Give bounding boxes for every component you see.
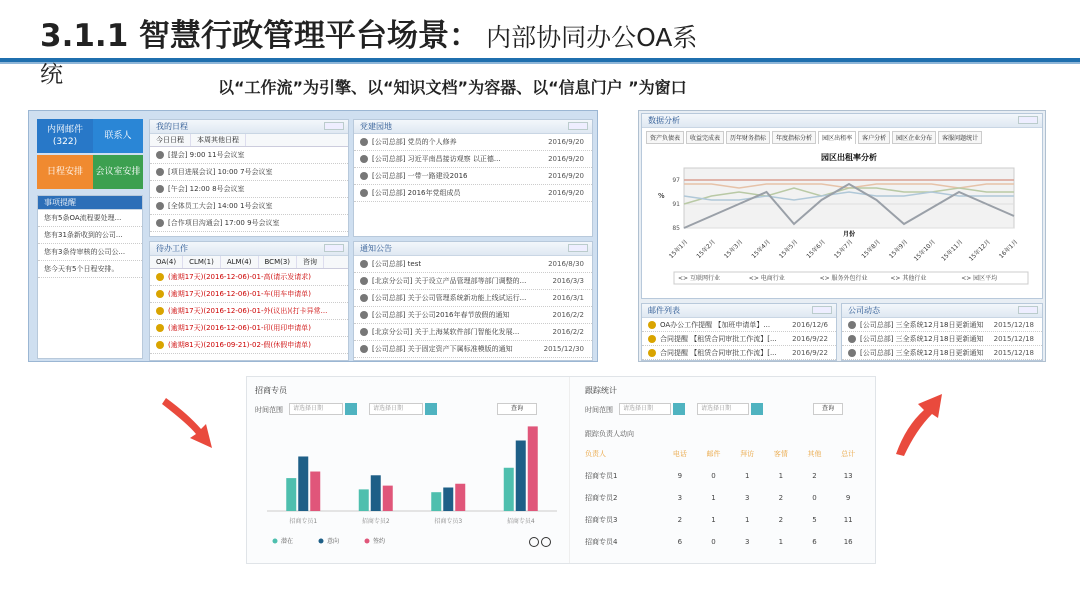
plot-area (684, 168, 1014, 228)
table-header: 总计 (841, 450, 856, 458)
calendar-icon (156, 219, 164, 227)
globe-icon (360, 294, 368, 302)
list-item[interactable]: 您有31条新收到的公司... (38, 227, 142, 244)
list-item[interactable]: 合同提醒 【租赁合同审批工作流】[... (660, 349, 777, 357)
table-header: 邮件 (706, 450, 721, 458)
table-cell: 1 (711, 516, 716, 524)
party-box (353, 119, 593, 237)
table-header: 电话 (672, 450, 687, 458)
mail-box (641, 303, 837, 361)
x-tick-label: 15年4月 (750, 238, 772, 260)
legend-item[interactable]: 签约 (373, 538, 386, 545)
table-cell: 6 (812, 538, 817, 546)
bar[interactable] (383, 486, 393, 511)
legend-item[interactable]: 潜在 (281, 538, 294, 545)
legend-item[interactable]: <> 园区平均 (961, 275, 998, 282)
tab-oa[interactable]: OA(4) (150, 256, 183, 268)
bar[interactable] (310, 472, 320, 511)
analysis-tab[interactable]: 年度指标分析 (772, 131, 816, 144)
time-range-label: 时间范围 (255, 406, 283, 414)
x-tick-label: 15年1月 (667, 238, 690, 260)
prev-icon[interactable] (529, 537, 539, 547)
calendar-icon[interactable] (751, 403, 763, 415)
tab-consult[interactable]: 咨询 (297, 256, 324, 268)
analysis-screenshot (638, 110, 1046, 362)
y-tick-label: 97 (672, 177, 680, 184)
table-cell: 1 (778, 472, 784, 480)
list-item[interactable]: [公司总部] 党员的个人修养 (372, 138, 457, 146)
more-button[interactable] (568, 244, 588, 252)
legend-item[interactable]: <> 其他行业 (890, 275, 927, 282)
bar[interactable] (431, 492, 441, 511)
line-chart (642, 148, 1042, 298)
reminder-title: 事项提醒 (38, 196, 142, 210)
table-row (585, 509, 865, 531)
notice-box (353, 241, 593, 361)
todo-box (149, 241, 349, 361)
list-item[interactable]: [提会] 9:00 11号会议室 (168, 151, 245, 159)
bar[interactable] (528, 426, 538, 511)
date: 2015/12/18 (993, 321, 1034, 329)
party-title: 党建园地 (360, 122, 392, 131)
query-button[interactable]: 查询 (497, 403, 537, 415)
table-cell: 11 (843, 516, 853, 524)
table-cell: 9 (845, 494, 851, 502)
date: 2016/8/30 (548, 260, 584, 268)
analysis-tab[interactable]: 客户分析 (858, 131, 890, 144)
calendar-icon (156, 185, 164, 193)
calendar-icon (156, 202, 164, 210)
tile-contacts[interactable]: 联系人 (93, 119, 143, 153)
query-button[interactable]: 查询 (813, 403, 843, 415)
table-cell: 招商专员2 (585, 494, 618, 502)
table-cell: 招商专员4 (585, 538, 618, 546)
mail-icon (648, 349, 656, 357)
table-cell: 1 (778, 538, 784, 546)
bell-icon (156, 324, 164, 332)
table-cell: 2 (778, 516, 784, 524)
list-item[interactable]: [北京分公司] 关于设立产品管理部等部门调整的... (372, 277, 527, 285)
x-tick-label: 15年6月 (805, 238, 827, 260)
date: 2016/12/6 (792, 321, 828, 329)
analysis-tab[interactable]: 园区企业分布 (892, 131, 936, 144)
more-button[interactable] (568, 122, 588, 130)
date: 2016/2/2 (552, 311, 584, 319)
tab-week[interactable]: 本周其他日程 (191, 134, 246, 146)
list-item[interactable]: (逾期17天)(2016-12-06)-01-高(请示发请求) (168, 273, 311, 281)
list-item[interactable]: [合作项目沟通会] 17:00 9号会议室 (168, 219, 280, 227)
table-header: 拜访 (740, 450, 755, 458)
x-tick-label: 招商专员2 (361, 518, 390, 525)
bell-icon (156, 307, 164, 315)
list-item[interactable]: 您今天有5个日程安排。 (38, 261, 142, 278)
table-row (585, 487, 865, 509)
more-button[interactable] (1018, 116, 1038, 124)
list-item[interactable]: 您有3条待审核的公司公... (38, 244, 142, 261)
legend-item[interactable]: <> 服务外包行业 (819, 275, 868, 282)
analysis-box (641, 113, 1043, 299)
list-item[interactable]: [北京分公司] 关于上海某软件部门智能化发展... (372, 328, 520, 336)
tab-bcm[interactable]: BCM(3) (259, 256, 298, 268)
analysis-title: 数据分析 (648, 116, 680, 125)
x-axis-label: 月份 (842, 231, 856, 238)
x-tick-label: 15年8月 (860, 238, 882, 260)
list-item[interactable]: (逾期17天)(2016-12-06)-01-车(用车申请单) (168, 290, 311, 298)
analysis-tab[interactable]: 园区出租率 (818, 131, 856, 144)
date: 2016/9/20 (548, 172, 584, 180)
x-tick-label: 15年10月 (912, 238, 937, 263)
portal-screenshot (28, 110, 598, 362)
date: 2016/9/20 (548, 138, 584, 146)
bar[interactable] (455, 484, 465, 511)
analysis-tab[interactable]: 客服问题统计 (938, 131, 982, 144)
table-row (585, 531, 865, 553)
calendar-icon (156, 151, 164, 159)
news-title: 公司动态 (848, 306, 880, 315)
y-tick-label: 91 (672, 201, 680, 208)
end-date-input[interactable]: 请选择日期 (369, 403, 423, 415)
table-cell: 5 (812, 516, 817, 524)
globe-icon (848, 349, 856, 357)
tracking-subtitle: 跟踪负责人动向 (585, 430, 634, 438)
mail-title: 邮件列表 (648, 306, 680, 315)
date: 2016/9/20 (548, 189, 584, 197)
bar[interactable] (286, 478, 296, 511)
reminder-box (37, 195, 143, 359)
notice-title: 通知公告 (360, 244, 392, 253)
date: 2016/3/3 (552, 277, 584, 285)
tile-schedule[interactable]: 日程安排 (37, 155, 93, 189)
bell-icon (156, 273, 164, 281)
table-header: 客情 (773, 450, 788, 458)
table-cell: 1 (744, 516, 750, 524)
mail-icon (648, 321, 656, 329)
date: 2015/12/18 (993, 335, 1034, 343)
right-arrow (890, 390, 950, 460)
schedule-title: 我的日程 (156, 122, 188, 131)
table-cell: 3 (744, 494, 750, 502)
statistics-screenshot (246, 376, 876, 564)
table-cell: 3 (677, 494, 683, 502)
globe-icon (360, 311, 368, 319)
table-header: 其他 (807, 450, 822, 458)
news-box (841, 303, 1043, 361)
legend-item[interactable]: 意向 (327, 538, 340, 545)
time-range-label: 时间范围 (585, 406, 613, 414)
slide-title-wrap: 统 (40, 62, 63, 88)
bar[interactable] (516, 441, 526, 512)
table-row (585, 465, 865, 487)
bar[interactable] (371, 475, 381, 511)
list-item[interactable]: [公司总部] 关于固定资产下属标准模版的通知 (372, 345, 513, 353)
x-tick-label: 招商专员1 (289, 518, 318, 525)
x-tick-label: 15年9月 (887, 238, 910, 260)
globe-icon (360, 345, 368, 353)
slide-title-sub: 内部协同办公OA系 (486, 23, 698, 52)
start-date-input[interactable]: 请选择日期 (619, 403, 671, 415)
x-tick-label: 15年12月 (967, 238, 992, 263)
end-date-input[interactable]: 请选择日期 (697, 403, 749, 415)
list-item[interactable]: [项目进展会议] 10:00 7号会议室 (168, 168, 273, 176)
list-item[interactable]: [公司总部] 三全系统12月18日更新通知 (860, 335, 984, 343)
list-item[interactable]: [全体员工大会] 14:00 1号会议室 (168, 202, 273, 210)
date: 2016/9/22 (792, 349, 828, 357)
calendar-icon (156, 168, 164, 176)
schedule-box (149, 119, 349, 237)
table-cell: 6 (677, 538, 683, 546)
list-item[interactable]: [公司总部] 关于公司管理系统新功能上线试运行... (372, 294, 527, 302)
table-cell: 招商专员1 (585, 472, 618, 480)
calendar-icon[interactable] (425, 403, 437, 415)
globe-icon (360, 138, 368, 146)
bell-icon (156, 290, 164, 298)
list-item[interactable]: 您有5条OA流程要处理... (38, 210, 142, 227)
start-date-input[interactable]: 请选择日期 (289, 403, 343, 415)
globe-icon (360, 155, 368, 163)
bar[interactable] (298, 456, 308, 511)
y-axis-label: % (658, 192, 665, 200)
analysis-tab[interactable]: 资产负债表 (646, 131, 684, 144)
tab-alm[interactable]: ALM(4) (221, 256, 259, 268)
globe-icon (360, 172, 368, 180)
calendar-icon[interactable] (673, 403, 685, 415)
tile-mail[interactable]: 内网邮件 (322) (37, 119, 93, 153)
list-item[interactable]: [公司总部] 三全系统12月18日更新通知 (860, 321, 984, 329)
list-item[interactable]: [公司总部] 习近平南昌接访观察 以正德... (372, 155, 501, 163)
table-cell: 16 (843, 538, 853, 546)
divider (569, 377, 570, 563)
table-cell: 2 (778, 494, 784, 502)
tagline: 以“工作流”为引擎、以“知识文档”为容器、以“信息门户 ”为窗口 (218, 78, 687, 97)
legend-item[interactable]: <> 互联网行业 (678, 275, 720, 282)
more-button[interactable] (1018, 306, 1038, 314)
list-item[interactable]: [公司总部] 2016年党组成员 (372, 189, 461, 197)
slide-title-main: 3.1.1 智慧行政管理平台场景： (40, 18, 481, 54)
legend-marker (365, 539, 370, 544)
next-icon[interactable] (541, 537, 551, 547)
list-item[interactable]: OA办公工作提醒 【加班申请单】... (660, 321, 771, 329)
table-cell: 9 (677, 472, 683, 480)
tab-clm[interactable]: CLM(1) (183, 256, 221, 268)
y-tick-label: 85 (672, 225, 680, 232)
analysis-tabs (642, 128, 1042, 147)
bar[interactable] (359, 489, 369, 511)
calendar-icon[interactable] (345, 403, 357, 415)
mail-icon (648, 335, 656, 343)
more-button[interactable] (812, 306, 832, 314)
legend-marker (319, 539, 324, 544)
date: 2016/9/22 (792, 335, 828, 343)
globe-icon (360, 260, 368, 268)
bell-icon (156, 341, 164, 349)
globe-icon (360, 189, 368, 197)
bar[interactable] (443, 488, 453, 512)
x-tick-label: 15年11月 (940, 238, 965, 263)
bar-chart (247, 417, 567, 567)
list-item[interactable]: [公司总部] 关于公司2016年春节放假的通知 (372, 311, 510, 319)
list-item[interactable]: (逾期81天)(2016-09-21)-02-假(休假申请单) (168, 341, 311, 349)
list-item[interactable]: (逾期17天)(2016-12-06)-01-外(议出)(打卡异常... (168, 307, 328, 315)
list-item[interactable]: (逾期17天)(2016-12-06)-01-印(用印申请单) (168, 324, 311, 332)
analysis-tab[interactable]: 收益完成表 (686, 131, 724, 144)
table-cell: 2 (677, 516, 683, 524)
x-tick-label: 招商专员4 (506, 518, 535, 525)
x-tick-label: 15年5月 (777, 238, 800, 260)
more-button[interactable] (324, 122, 344, 130)
title-rule-light (0, 62, 1080, 64)
more-button[interactable] (324, 244, 344, 252)
table-cell: 2 (812, 472, 817, 480)
globe-icon (848, 321, 856, 329)
tracking-title: 跟踪统计 (585, 386, 617, 395)
date: 2016/9/20 (548, 155, 584, 163)
legend-marker (273, 539, 278, 544)
table-cell: 1 (711, 494, 716, 502)
date: 2016/2/2 (552, 328, 584, 336)
investment-title: 招商专员 (255, 386, 287, 395)
table-cell: 0 (711, 538, 716, 546)
table-cell: 13 (843, 472, 853, 480)
slide-title (40, 10, 697, 55)
x-tick-label: 招商专员3 (434, 518, 463, 525)
analysis-tab[interactable]: 历年财务指标 (726, 131, 770, 144)
tracking-table (585, 443, 865, 553)
table-cell: 0 (812, 494, 817, 502)
list-item[interactable]: [公司总部] 一带一路建设2016 (372, 172, 468, 180)
table-header: 负责人 (585, 450, 606, 458)
tab-today[interactable]: 今日日程 (150, 134, 191, 146)
table-cell: 1 (744, 472, 750, 480)
x-tick-label: 15年3月 (722, 238, 745, 260)
list-item[interactable]: [公司总部] 三全系统12月18日更新通知 (860, 349, 984, 357)
table-cell: 3 (744, 538, 750, 546)
bar[interactable] (504, 468, 514, 511)
x-tick-label: 15年2月 (695, 238, 717, 260)
date: 2015/12/30 (543, 345, 584, 353)
globe-icon (848, 335, 856, 343)
table-cell: 0 (711, 472, 716, 480)
left-arrow (158, 396, 218, 456)
tile-meeting-room[interactable]: 会议室安排 (93, 155, 143, 189)
globe-icon (360, 328, 368, 336)
list-item[interactable]: [午会] 12:00 8号会议室 (168, 185, 245, 193)
date: 2015/12/18 (993, 349, 1034, 357)
date: 2016/3/1 (552, 294, 584, 302)
todo-title: 待办工作 (156, 244, 188, 253)
table-cell: 招商专员3 (585, 516, 618, 524)
chart-title: 园区出租率分析 (821, 153, 877, 162)
legend-item[interactable]: <> 电商行业 (748, 275, 785, 282)
list-item[interactable]: 合同提醒 【租赁合同审批工作流】[... (660, 335, 777, 343)
x-tick-label: 15年7月 (832, 238, 855, 260)
list-item[interactable]: [公司总部] test (372, 260, 422, 268)
globe-icon (360, 277, 368, 285)
x-tick-label: 16年1月 (997, 238, 1020, 260)
